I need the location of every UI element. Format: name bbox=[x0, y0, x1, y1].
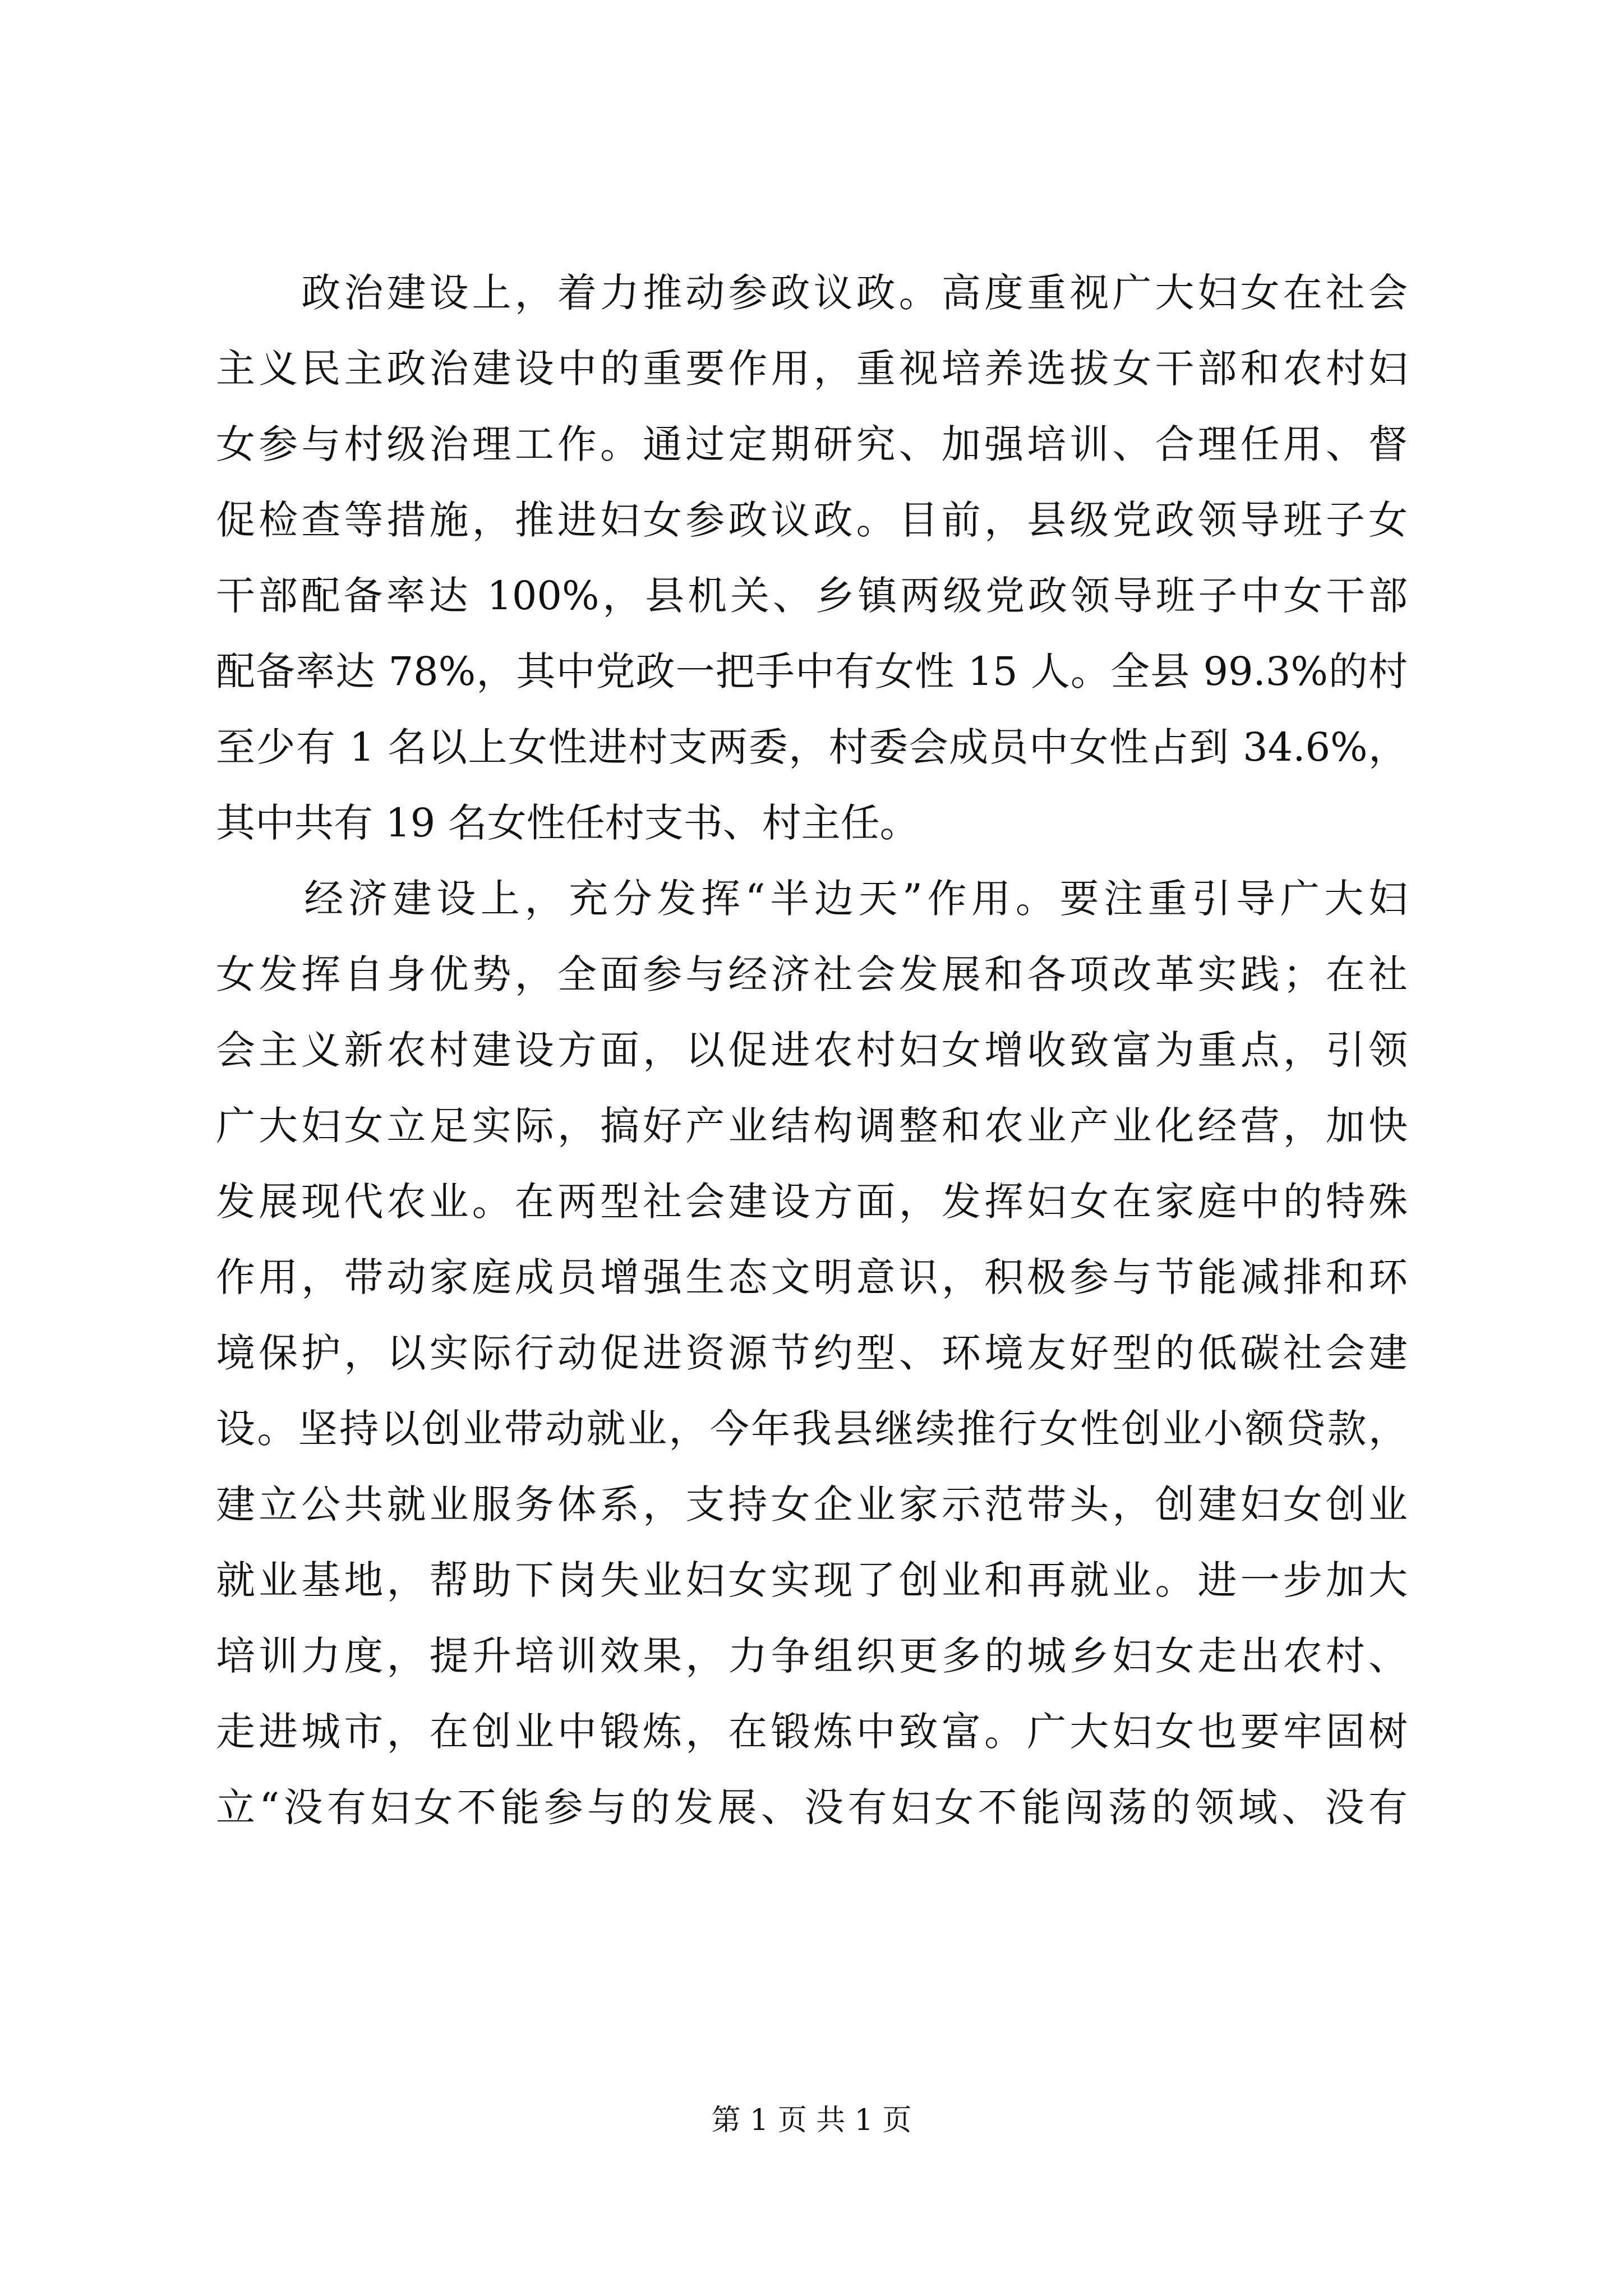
text-line: 干部配备率达 100%，县机关、乡镇两级党政领导班子中女干部 bbox=[216, 573, 1408, 619]
text-line: 主义民主政治建设中的重要作用，重视培养选拔女干部和农村妇 bbox=[216, 346, 1408, 392]
text-line: 会主义新农村建设方面，以促进农村妇女增收致富为重点，引领 bbox=[216, 1027, 1408, 1073]
text-line: 走进城市，在创业中锻炼，在锻炼中致富。广大妇女也要牢固树 bbox=[216, 1709, 1408, 1755]
text-line: 配备率达 78%，其中党政一把手中有女性 15 人。全县 99.3%的村 bbox=[216, 648, 1408, 694]
text-line: 促检查等措施，推进妇女参政议政。目前，县级党政领导班子女 bbox=[216, 497, 1408, 543]
text-line: 广大妇女立足实际，搞好产业结构调整和农业产业化经营，加快 bbox=[216, 1103, 1408, 1149]
text-line: 培训力度，提升培训效果，力争组织更多的城乡妇女走出农村、 bbox=[216, 1633, 1408, 1679]
body-text bbox=[216, 255, 1408, 1846]
text-line: 其中共有 19 名女性任村支书、村主任。 bbox=[216, 800, 919, 846]
text-line: 女参与村级治理工作。通过定期研究、加强培训、合理任用、督 bbox=[216, 421, 1408, 467]
text-line: 至少有 1 名以上女性进村支两委，村委会成员中女性占到 34.6%， bbox=[216, 724, 1408, 770]
text-line: 境保护，以实际行动促进资源节约型、环境友好型的低碳社会建 bbox=[216, 1330, 1408, 1376]
text-line: 女发挥自身优势，全面参与经济社会发展和各项改革实践；在社 bbox=[216, 951, 1408, 997]
text-line: 发展现代农业。在两型社会建设方面，发挥妇女在家庭中的特殊 bbox=[216, 1179, 1408, 1225]
page-footer bbox=[0, 2101, 1623, 2140]
text-line: 作用，带动家庭成员增强生态文明意识，积极参与节能减排和环 bbox=[216, 1254, 1408, 1300]
text-line: 就业基地，帮助下岗失业妇女实现了创业和再就业。进一步加大 bbox=[216, 1557, 1408, 1603]
text-line: 政治建设上，着力推动参政议政。高度重视广大妇女在社会 bbox=[216, 270, 1408, 316]
page-number-label: 第 1 页 共 1 页 bbox=[711, 2104, 912, 2137]
text-line: 设。坚持以创业带动就业，今年我县继续推行女性创业小额贷款， bbox=[216, 1406, 1408, 1452]
text-line: 立“没有妇女不能参与的发展、没有妇女不能闯荡的领域、没有 bbox=[216, 1784, 1408, 1830]
text-line: 建立公共就业服务体系，支持女企业家示范带头，创建妇女创业 bbox=[216, 1481, 1408, 1527]
text-line: 经济建设上，充分发挥“半边天”作用。要注重引导广大妇 bbox=[216, 876, 1408, 922]
